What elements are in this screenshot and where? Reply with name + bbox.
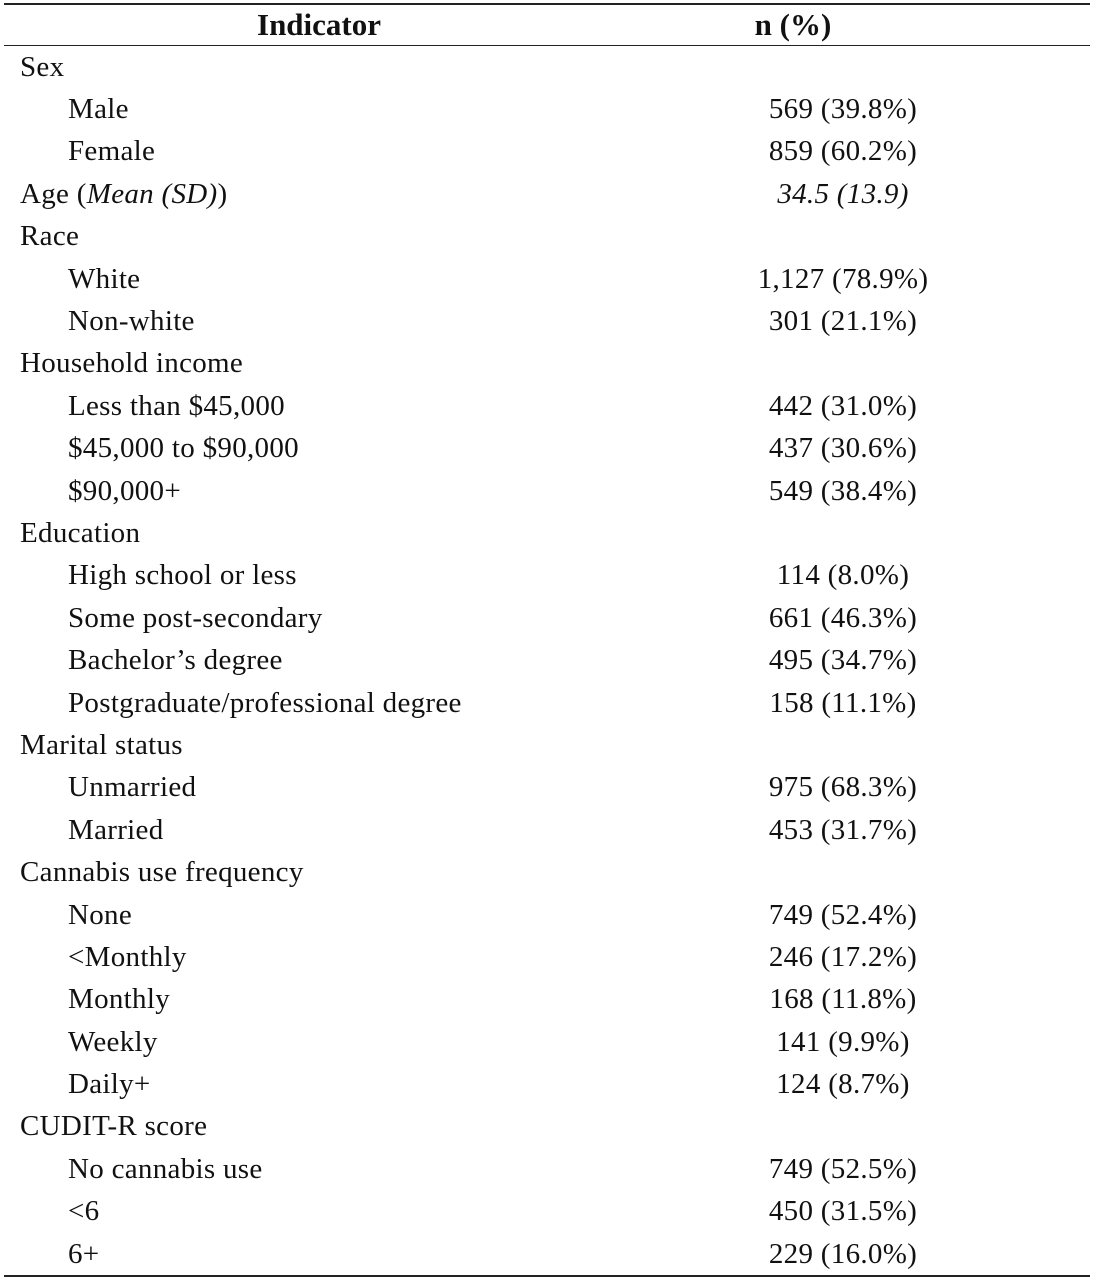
table-header <box>4 5 1090 45</box>
row-value: 168 (11.8%) <box>769 983 917 1016</box>
group-label: Sex <box>20 50 65 83</box>
row-label: Unmarried <box>68 771 197 804</box>
table-body <box>4 46 1090 1275</box>
table-row <box>4 470 1090 512</box>
row-label: White <box>68 262 141 295</box>
table-row <box>4 1191 1090 1233</box>
age-label-italic: Mean (SD) <box>86 177 218 210</box>
table-bottom-rule <box>4 1275 1090 1277</box>
row-value: 34.5 (13.9) <box>777 177 909 210</box>
table-row <box>4 555 1090 597</box>
row-value: 437 (30.6%) <box>768 432 918 465</box>
row-label: Married <box>68 813 164 846</box>
table-row <box>4 936 1090 978</box>
row-value: 229 (16.0%) <box>768 1237 918 1270</box>
row-value: 301 (21.1%) <box>768 305 918 338</box>
row-value: 141 (9.9%) <box>776 1025 910 1058</box>
row-label: Daily+ <box>68 1068 151 1101</box>
row-label: Postgraduate/professional degree <box>68 686 462 719</box>
row-value: 114 (8.0%) <box>776 559 910 592</box>
table-row <box>4 88 1090 130</box>
table-row <box>4 682 1090 724</box>
table-row <box>4 428 1090 470</box>
row-value: 495 (34.7%) <box>768 644 918 677</box>
table-row <box>4 131 1090 173</box>
table-row <box>4 1233 1090 1275</box>
row-value: 246 (17.2%) <box>768 940 918 973</box>
header-indicator: Indicator <box>257 7 381 42</box>
table-group-row <box>4 216 1090 258</box>
row-value: 859 (60.2%) <box>768 135 918 168</box>
table-group-row <box>4 46 1090 88</box>
row-label: $45,000 to $90,000 <box>68 432 299 465</box>
group-label: Household income <box>20 347 244 380</box>
table-row <box>4 809 1090 851</box>
row-label: Bachelor’s degree <box>68 644 283 677</box>
table-row <box>4 894 1090 936</box>
row-value: 450 (31.5%) <box>768 1195 918 1228</box>
row-label: <Monthly <box>68 940 187 973</box>
row-value: 158 (11.1%) <box>769 686 917 719</box>
row-value: 442 (31.0%) <box>768 389 918 422</box>
row-value: 1,127 (78.9%) <box>757 262 929 295</box>
table-row <box>4 1148 1090 1190</box>
row-label: Non-white <box>68 305 195 338</box>
row-label: No cannabis use <box>68 1152 263 1185</box>
table-group-row <box>4 512 1090 554</box>
age-label-prefix: Age ( <box>20 177 87 210</box>
row-label: None <box>68 898 133 931</box>
row-label: Monthly <box>68 983 170 1016</box>
row-value: 975 (68.3%) <box>768 771 918 804</box>
row-label: Weekly <box>68 1025 158 1058</box>
row-value: 549 (38.4%) <box>768 474 918 507</box>
group-label: Cannabis use frequency <box>20 856 304 889</box>
row-value: 124 (8.7%) <box>776 1068 910 1101</box>
row-label: Male <box>68 93 129 126</box>
row-value: 661 (46.3%) <box>768 601 918 634</box>
table-group-row <box>4 724 1090 766</box>
row-value: 569 (39.8%) <box>768 93 918 126</box>
table-row <box>4 767 1090 809</box>
table-row <box>4 979 1090 1021</box>
group-label: CUDIT-R score <box>20 1110 208 1143</box>
row-value: 453 (31.7%) <box>768 813 918 846</box>
group-label <box>4 178 704 211</box>
header-n-pct: n (%) <box>754 7 832 42</box>
row-label: $90,000+ <box>68 474 182 507</box>
table-group-row <box>4 343 1090 385</box>
table-row <box>4 258 1090 300</box>
row-value: 749 (52.4%) <box>768 898 918 931</box>
table-row <box>4 300 1090 342</box>
table-group-row <box>4 173 1090 215</box>
table-group-row <box>4 1106 1090 1148</box>
table-row <box>4 597 1090 639</box>
group-label: Education <box>20 516 141 549</box>
row-label: Female <box>68 135 156 168</box>
row-value: 749 (52.5%) <box>768 1152 918 1185</box>
table-row <box>4 1021 1090 1063</box>
row-label: Less than $45,000 <box>68 389 285 422</box>
table-row <box>4 639 1090 681</box>
group-label: Race <box>20 220 80 253</box>
row-label: <6 <box>68 1195 100 1228</box>
demographics-table <box>4 3 1090 1277</box>
row-label: Some post-secondary <box>68 601 323 634</box>
age-label-suffix: ) <box>217 177 228 210</box>
row-label: High school or less <box>68 559 297 592</box>
group-label: Marital status <box>20 728 183 761</box>
table-row <box>4 1063 1090 1105</box>
table-group-row <box>4 851 1090 893</box>
row-label: 6+ <box>68 1237 100 1270</box>
table-row <box>4 385 1090 427</box>
